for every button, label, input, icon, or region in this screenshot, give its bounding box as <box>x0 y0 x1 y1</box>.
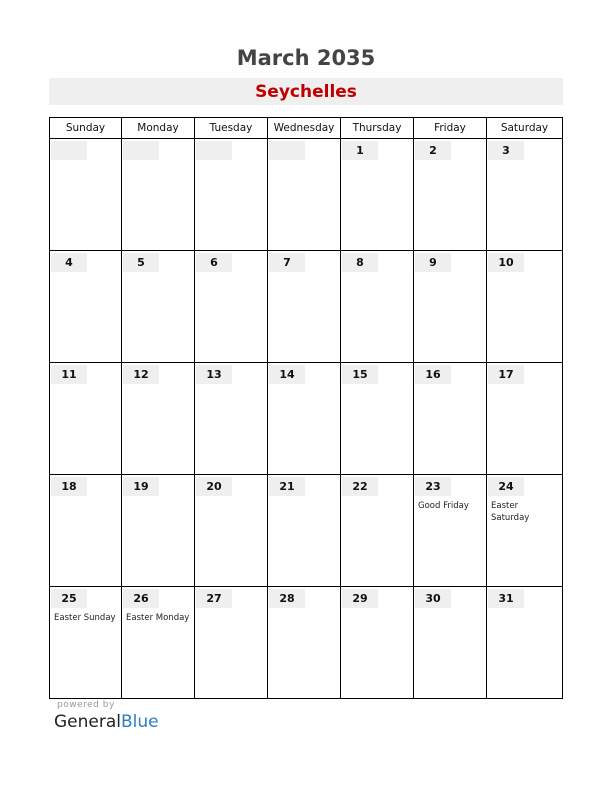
weekday-saturday: Saturday <box>487 118 563 139</box>
weekday-wednesday: Wednesday <box>268 118 341 139</box>
day-cell <box>487 587 563 699</box>
day-cell <box>195 587 268 699</box>
day-number: 26 <box>123 589 159 608</box>
day-cell <box>195 475 268 587</box>
day-number: 19 <box>123 477 159 496</box>
day-number: 2 <box>415 141 451 160</box>
day-number: 12 <box>123 365 159 384</box>
day-cell <box>195 251 268 363</box>
day-number: 6 <box>196 253 232 272</box>
day-number: 13 <box>196 365 232 384</box>
holiday-label: Easter Monday <box>126 613 190 623</box>
day-number: 15 <box>342 365 378 384</box>
week-row <box>50 251 563 363</box>
day-number: 7 <box>269 253 305 272</box>
country-band <box>49 78 563 105</box>
day-number: 5 <box>123 253 159 272</box>
day-number: 25 <box>51 589 87 608</box>
day-cell <box>122 587 195 699</box>
country-name: Seychelles <box>255 82 357 102</box>
powered-by-text: powered by <box>57 700 115 710</box>
day-cell <box>50 251 122 363</box>
day-number: 27 <box>196 589 232 608</box>
weekday-monday: Monday <box>122 118 195 139</box>
day-cell <box>487 363 563 475</box>
weekday-sunday: Sunday <box>50 118 122 139</box>
day-cell <box>122 475 195 587</box>
calendar-body <box>50 139 563 699</box>
day-cell <box>50 139 122 251</box>
weekday-thursday: Thursday <box>341 118 414 139</box>
logo-general: General <box>54 712 121 732</box>
day-cell <box>50 363 122 475</box>
day-cell <box>122 251 195 363</box>
day-cell <box>341 139 414 251</box>
generalblue-logo[interactable] <box>54 712 159 732</box>
holiday-label: Good Friday <box>418 501 469 511</box>
day-cell <box>50 587 122 699</box>
day-number: 24 <box>488 477 524 496</box>
empty-day-box <box>123 141 159 160</box>
day-cell <box>268 475 341 587</box>
day-number: 22 <box>342 477 378 496</box>
day-number: 28 <box>269 589 305 608</box>
day-number: 18 <box>51 477 87 496</box>
day-cell <box>414 363 487 475</box>
week-row <box>50 587 563 699</box>
day-number: 16 <box>415 365 451 384</box>
day-cell <box>487 251 563 363</box>
day-number: 23 <box>415 477 451 496</box>
day-cell <box>414 139 487 251</box>
weekday-header-row <box>50 118 563 139</box>
week-row <box>50 139 563 251</box>
day-cell <box>341 363 414 475</box>
day-number: 31 <box>488 589 524 608</box>
day-number: 30 <box>415 589 451 608</box>
calendar-grid <box>49 117 563 699</box>
day-cell <box>268 139 341 251</box>
day-cell <box>487 475 563 587</box>
day-number: 1 <box>342 141 378 160</box>
day-cell <box>195 363 268 475</box>
day-cell <box>487 139 563 251</box>
week-row <box>50 363 563 475</box>
day-number: 29 <box>342 589 378 608</box>
day-number: 14 <box>269 365 305 384</box>
page-title: March 2035 <box>236 46 376 70</box>
empty-day-box <box>51 141 87 160</box>
empty-day-box <box>269 141 305 160</box>
day-cell <box>268 363 341 475</box>
day-number: 4 <box>51 253 87 272</box>
day-cell <box>414 587 487 699</box>
day-cell <box>268 251 341 363</box>
day-number: 21 <box>269 477 305 496</box>
day-number: 10 <box>488 253 524 272</box>
holiday-label: Easter Saturday <box>491 501 530 523</box>
weekday-friday: Friday <box>414 118 487 139</box>
holiday-label: Easter Sunday <box>54 613 116 623</box>
day-number: 17 <box>488 365 524 384</box>
day-cell <box>122 363 195 475</box>
day-number: 9 <box>415 253 451 272</box>
weekday-tuesday: Tuesday <box>195 118 268 139</box>
day-number: 8 <box>342 253 378 272</box>
day-cell <box>341 475 414 587</box>
logo-blue: Blue <box>121 712 159 732</box>
empty-day-box <box>196 141 232 160</box>
day-cell <box>50 475 122 587</box>
day-cell <box>195 139 268 251</box>
day-cell <box>414 475 487 587</box>
week-row <box>50 475 563 587</box>
day-number: 20 <box>196 477 232 496</box>
day-number: 3 <box>488 141 524 160</box>
day-cell <box>341 251 414 363</box>
day-cell <box>414 251 487 363</box>
day-number: 11 <box>51 365 87 384</box>
day-cell <box>268 587 341 699</box>
day-cell <box>122 139 195 251</box>
day-cell <box>341 587 414 699</box>
